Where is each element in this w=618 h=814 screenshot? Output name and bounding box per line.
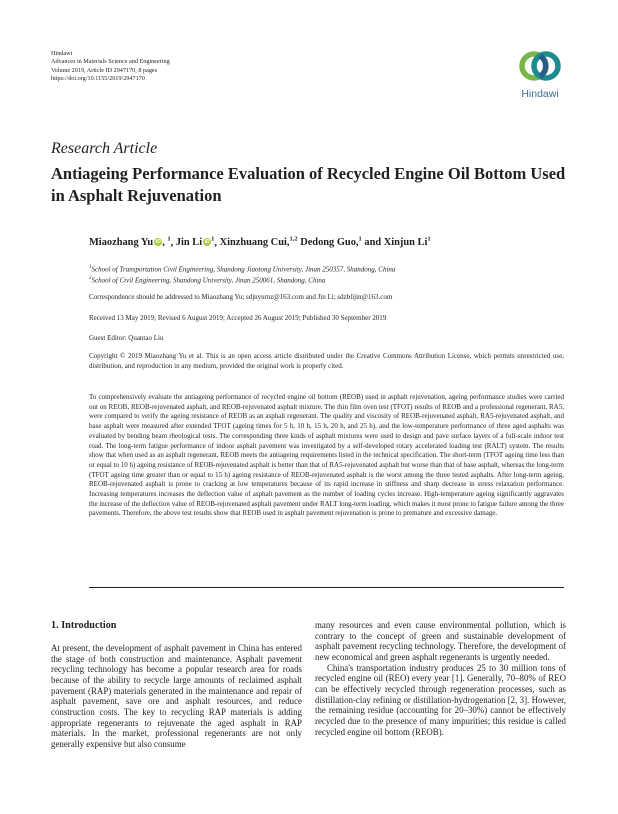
author-1[interactable]: Miaozhang Yu iD , $^1$ [89, 236, 171, 249]
author-2[interactable]: Jin Li iD $^1$ [175, 236, 215, 249]
orcid-icon[interactable]: iD [155, 239, 161, 246]
correspondence: Correspondence should be addressed to Miaozhang Yu; sdjnyumz@163.com and Jin Li; sdzblijin@163.com [89, 293, 393, 301]
body-column-left [51, 643, 302, 750]
paragraph: At present, the development of asphalt pavement in China has entered the stage of both construction and maintenance. Asphalt pavement recycling technology has become a popular research area for roads because of the ability to recycle large amounts of reclaimed asphalt pavement (RAP) materials generated in the maintenance and repair of asphalt pavement, save ore and asphalt resources, and reduce construction costs. The key to recycling RAP materials is adding appropriate regenerants to rejuvenate the aged asphalt in RAP materials. In the market, professional regenerants are not only generally expensive but also consume [51, 643, 302, 749]
author-list: Miaozhang Yu iD , $^1$, Jin Li iD $^1$, Xinzhuang Cui,$^{1,2}$ Dedong Guo,$^1$ and Xinjun Li$^1$ [89, 236, 431, 249]
section-heading: 1. Introduction [51, 620, 117, 631]
journal-meta [51, 50, 351, 84]
guest-editor: Guest Editor: Quantao Liu [89, 334, 164, 342]
logo-wordmark: Hindawi [521, 88, 559, 100]
orcid-icon[interactable]: iD [204, 239, 210, 246]
author-3: Xinzhuang Cui,$^{1,2}$ [219, 236, 298, 249]
hindawi-logo [514, 46, 566, 106]
article-type: Research Article [51, 140, 158, 157]
paragraph: China's transportation industry produces 25 to 30 million tons of recycled engine oil (REO) every year [1]. Generally, 70–80% of REO can be effectively recycled through regeneration processes, such as distillation-clay refining or distillation-hydrogenation [2, 3]. However, the remaining residue (accounting for 20–30%) cannot be effectively recycled due to the presence of many impurities; this residue is called recycled engine oil bottom (REOB). [315, 662, 566, 737]
doi-link[interactable]: https://doi.org/10.1155/2019/2947170 [51, 75, 145, 83]
affiliation-1: $^1$School of Transportation Civil Engineering, Shandong Jiaotong University, Jinan 250357, Shandong, China [89, 265, 396, 274]
author-5: and Xinjun Li$^1$ [364, 236, 431, 249]
affiliation-2: $^2$School of Civil Engineering, Shandong University, Jinan 250061, Shandong, China [89, 276, 326, 285]
paragraph: many resources and even cause environmental pollution, which is contrary to the concept of green and sustainable development of asphalt pavement recycling technology. Therefore, the development of new economical and green asphalt regenerants is urgently needed. [315, 620, 566, 662]
hindawi-rings-icon [514, 46, 566, 88]
copyright-notice: Copyright © 2019 Miaozhang Yu et al. This is an open access article distributed under the Creative Commons Attribution License, which permits unrestricted use, distribution, and reproduction in any medium, provided the original work is properly cited. [89, 352, 564, 370]
journal-name: Advances in Materials Science and Engineering [51, 58, 170, 66]
article-title: Antiageing Performance Evaluation of Recycled Engine Oil Bottom Used in Asphalt Rejuvenation [51, 164, 566, 205]
publication-dates: Received 13 May 2019; Revised 6 August 2019; Accepted 26 August 2019; Published 30 September 2019 [89, 314, 387, 322]
publisher-line: Hindawi [51, 50, 73, 57]
divider [89, 587, 564, 588]
body-column-right [315, 620, 566, 737]
affiliations [89, 263, 395, 286]
volume-line: Volume 2019, Article ID 2947170, 8 pages [51, 66, 158, 74]
author-4: Dedong Guo,$^1$ [300, 236, 362, 249]
abstract: To comprehensively evaluate the antiageing performance of recycled engine oil bottom (REOB) used in asphalt rejuvenation, ageing performance studies were carried out on REOB, REOB-rejuvenated asphalt, and REOB-rejuvenated asphalt mixture. The thin film oven test (TFOT) results of REOB and a professional regenerant, RA5, were compared to verify the ageing resistance of REOB as an asphalt regenerant. The quality and viscosity of REOB-rejuvenated asphalt, RA5-rejuvenated asphalt, and base asphalt were measured after extended TFOT (ageing times for 5 h, 10 h, 15 h, 20 h, and 25 h), and the low-temperature performance of three aged asphalts was evaluated by bending beam rheological tests. The corresponding three kinds of asphalt mixtures were used to design and pave surface layers of a full-scale indoor test road. The long-term fatigue performance of indoor asphalt pavement was investigated by a self-developed rotary accelerated loading test (RALT) system. The results show that when used as an asphalt regenerant, REOB meets the antiageing requirements listed in the technical specification. The short-term (TFOT ageing time less than or equal to 10 h) ageing resistance of REOB-rejuvenated asphalt is better than that of RA5-rejuvenated asphalt but worse than that of base asphalt, whereas the long-term (TFOT ageing time greater than or equal to 15 h) ageing resistance of REOB-rejuvenated asphalt is the worst among the three tested asphalts. After long-term ageing, REOB-rejuvenated asphalt is prone to cracking at low temperatures because of its rapid increase in stiffness and sharp decrease in stress relaxation performance. Increasing temperatures increases the deflection value of asphalt pavement as the number of loading cycles increase. High-temperature ageing significantly aggravates the increase of the deflection value of REOB-rejuvenated asphalt pavement under RALT long-term loading, which makes it most prone to fatigue failure among the three pavements. Therefore, the above test results show that REOB used in asphalt pavement rejuvenation is prone to premature and excessive damage. [89, 393, 564, 518]
